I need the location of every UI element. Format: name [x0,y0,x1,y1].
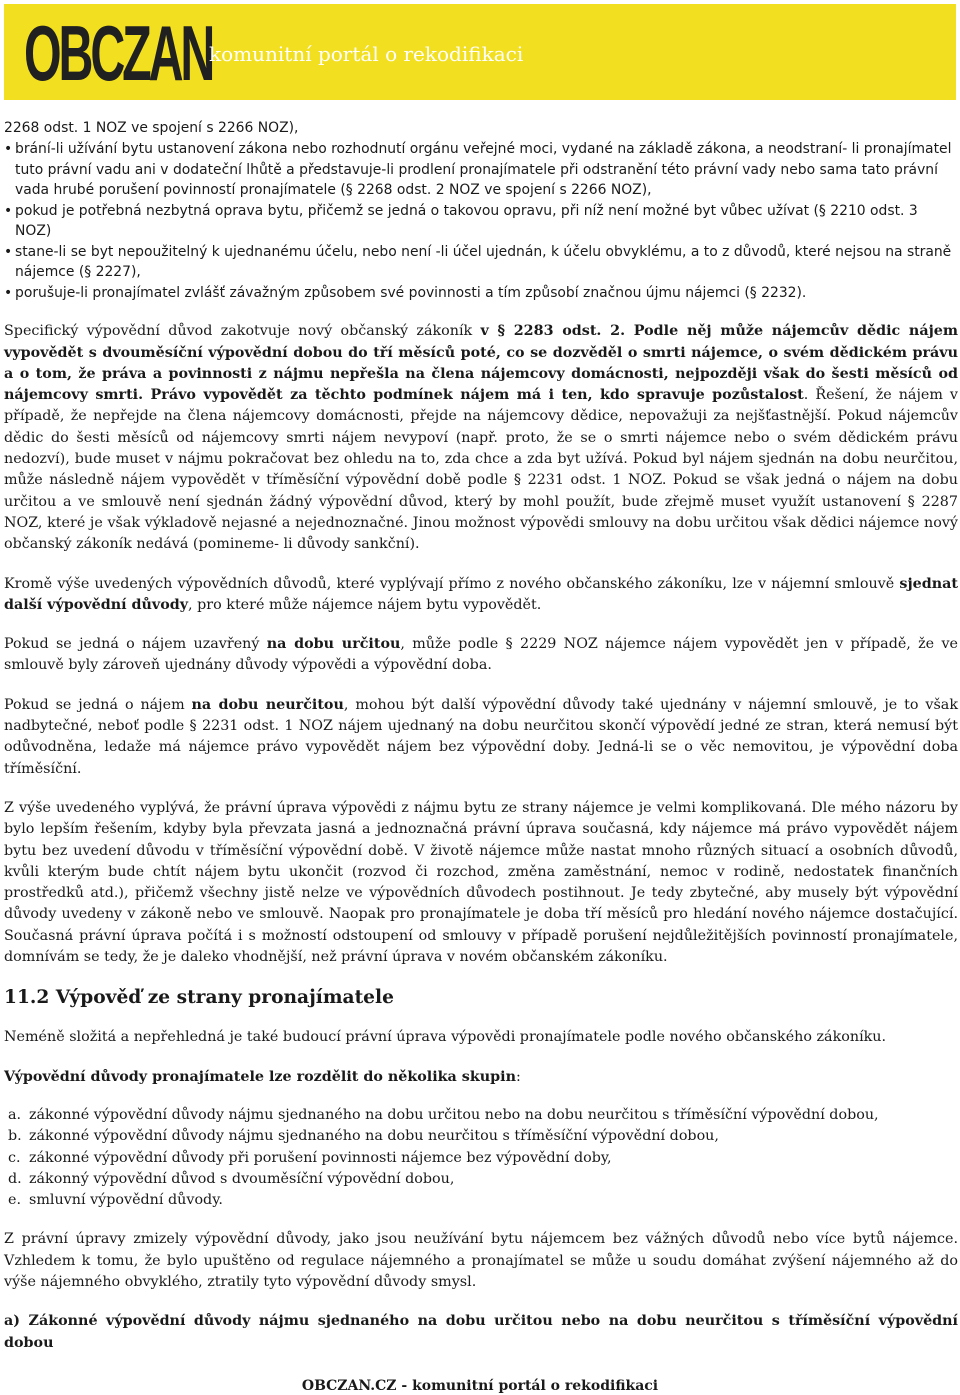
list-item: • porušuje-li pronajímatel zvlášť závažným způsobem své povinnosti a tím způsobí značnou újmu nájemci (§ 2232). [4,283,958,304]
section-heading: 11.2 Výpověď ze strany pronajímatele [4,987,394,1009]
paragraph-groups-lead: Výpovědní důvody pronajímatele lze rozdělit do několika skupin: [4,1068,521,1085]
paragraph-landlord-intro: Neméně složitá a nepřehledná je také budoucí právní úprava výpovědi pronajímatele podle nového občanského zákoníku. [4,1029,887,1046]
article-content [4,118,958,1354]
list-item: d. zákonný výpovědní důvod s dvouměsíční výpovědní dobou, [8,1170,455,1187]
reason-groups-list [4,1105,958,1211]
lessee-reasons-list [4,139,958,303]
paragraph-indefinite-term: Pokud se jedná o nájem na dobu neurčitou, mohou být další výpovědní důvody také ujednány v nájemní smlouvě, je to však nadbytečné, neboť podle § 2231 odst. 1 NOZ nájem ujednaný na dobu neurčitou skončí výpovědí jedné ze stran, která nemusí být odůvodněna, ledaže má nájemce právo vypovědět nájem bez výpovědní doby. Jedná-li se o věc nemovitou, je výpovědní doba tříměsíční. [4,696,958,777]
list-item: • stane-li se byt nepoužitelný k ujednanému účelu, nebo není -li účel ujednán, k účelu obvyklému, a to z důvodů, které nejsou na straně nájemce (§ 2227), [4,242,958,283]
list-item: a. zákonné výpovědní důvody nájmu sjednaného na dobu určitou nebo na dobu neurčitou s tříměsíční výpovědní dobou, [8,1106,879,1123]
intro-line: 2268 odst. 1 NOZ ve spojení s 2266 NOZ), [4,120,299,136]
list-item: e. smluvní výpovědní důvody. [8,1192,223,1209]
page-footer: OBCZAN.CZ - komunitní portál o rekodifikaci [301,1378,659,1394]
site-header [4,4,956,100]
list-item: • pokud je potřebná nezbytná oprava bytu, přičemž se jedná o takovou opravu, při níž není možné byt vůbec užívat (§ 2210 odst. 3 NOZ) [4,201,958,242]
site-logo[interactable]: OBCZAN [24,9,213,97]
paragraph-conclusion: Z výše uvedeného vyplývá, že právní úprava výpovědi z nájmu bytu ze strany nájemce je velmi komplikovaná. Dle mého názoru by bylo lepším řešením, kdyby byla převzata jasná a jednoznačná právní úprava současná, kdy nájemce má právo vypovědět nájem bytu bez uvedení důvodu v tříměsíční výpovědní době. V životě nájemce může nastat mnoho různých situací a osobních důvodů, kvůli kterým bude chtít nájem bytu ukončit (rozvod či rozchod, změna zaměstnání, nemoc v rodině, nedostatek finančních prostředků atd.), přičemž všechny jistě nelze ve výpovědních důvodech postihnout. Je tedy zbytečné, aby musely být výpovědní důvody uvedeny v zákoně nebo ve smlouvě. Naopak pro pronajímatele je doba tří měsíců pro hledání nového nájemce dostačující. Současná právní úprava počítá i s možností odstoupení od smlouvy v případě porušení nejdůležitějších povinností pronajímatele, domnívám se tedy, že je daleko vhodnější, než právní úprava v novém občanském zákoníku. [4,799,958,966]
subsection-heading: a) Zákonné výpovědní důvody nájmu sjednaného na dobu určitou nebo na dobu neurčitou s tříměsíční výpovědní dobou [4,1313,958,1351]
paragraph-fixed-term: Pokud se jedná o nájem uzavřený na dobu určitou, může podle § 2229 NOZ nájemce nájem vypovědět jen v případě, že ve smlouvě byly zároveň ujednány důvody výpovědi a výpovědní doba. [4,636,958,674]
paragraph-removed-reasons: Z právní úpravy zmizely výpovědní důvody, jako jsou neužívání bytu nájemcem bez vážných důvodů nebo více bytů nájemce. Vzhledem k tomu, že bylo upuštěno od regulace nájemného a pronajímatel se může u soudu domáhat zvýšení nájemného až do výše nájemného obvyklého, ztratily tyto výpovědní důvody smysl. [4,1231,958,1290]
site-tagline: komunitní portál o rekodifikaci [209,42,524,66]
paragraph-heir-notice: Specifický výpovědní důvod zakotvuje nový občanský zákoník v § 2283 odst. 2. Podle něj může nájemcův dědic nájem vypovědět s dvouměsíční výpovědní dobou do tří měsíců poté, co se dozvěděl o smrti nájemce, o svém dědickém právu a o tom, že práva a povinnosti z nájmu nepřešla na člena nájemcovy domácnosti, nejpozději však do šesti měsíců od nájemcovy smrti. Právo vypovědět za těchto podmínek nájem má i ten, kdo spravuje pozůstalost. Řešení, že nájem v případě, že nepřejde na člena nájemcovy domácnosti, přejde na nájemcovy dědice, nepovažuji za nejšťastnější. Pokud nájemcův dědic do šesti měsíců od nájemcovy smrti nájem nevypoví (např. proto, že se o smrti nájemce nebo o svém dědickém právu nedozví), bude muset v nájmu pokračovat bez ohledu na to, zda chce a zda byt užívá. Pokud byl nájem sjednán na dobu neurčitou, může následně nájem vypovědět v tříměsíční výpovědní době podle § 2231 odst. 1 NOZ. Pokud se však jedná o nájem na dobu určitou a ve smlouvě není sjednán žádný výpovědní důvod, který by mohl použít, bude zřejmě muset využít ustanovení § 2287 NOZ, které je však výkladově nejasné a nejednoznačné. Jinou možnost výpovědi smlouvy na dobu určitou však dědici nájemce nový občanský zákoník nedává (pomineme- li důvody sankční). [4,323,958,553]
list-item: • brání-li užívání bytu ustanovení zákona nebo rozhodnutí orgánu veřejné moci, vydané na základě zákona, a neodstraní- li pronajímatel tuto právní vadu ani v dodateční lhůtě a představuje-li prodlení pronajímatele při odstranění této právní vady nebo sama tato právní vada hrubé porušení povinností pronajímatele (§ 2268 odst. 2 NOZ ve spojení s 2266 NOZ), [4,139,958,201]
list-item: c. zákonné výpovědní důvody při porušení povinnosti nájemce bez výpovědní doby, [8,1149,612,1166]
list-item: b. zákonné výpovědní důvody nájmu sjednaného na dobu neurčitou s tříměsíční výpovědní dobou, [8,1128,719,1145]
paragraph-contract-reasons: Kromě výše uvedených výpovědních důvodů, které vyplývají přímo z nového občanského zákoníku, lze v nájemní smlouvě sjednat další výpovědní důvody, pro které může nájemce nájem bytu vypovědět. [4,575,958,613]
